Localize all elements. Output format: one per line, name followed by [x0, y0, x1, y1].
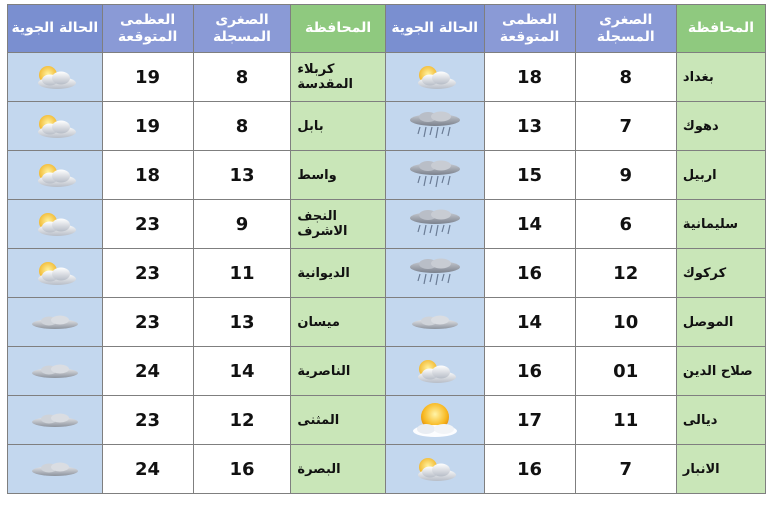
table-row [8, 151, 766, 200]
partly-cloudy-icon [410, 459, 460, 478]
min-temp-cell: 16 [193, 445, 291, 494]
condition-cell [8, 347, 103, 396]
max-temp-cell: 23 [102, 396, 193, 445]
min-temp-cell: 12 [193, 396, 291, 445]
max-temp-cell: 19 [102, 102, 193, 151]
table-row [8, 102, 766, 151]
header-min: الصغرى المسجلة [193, 5, 291, 53]
max-temp-cell: 13 [484, 102, 575, 151]
condition-cell [385, 200, 484, 249]
province-cell: واسط [291, 151, 385, 200]
province-cell: كربلاء المقدسة [291, 53, 385, 102]
condition-cell [8, 102, 103, 151]
condition-cell [385, 298, 484, 347]
table-row [8, 249, 766, 298]
condition-cell [385, 396, 484, 445]
max-temp-cell: 17 [484, 396, 575, 445]
max-temp-cell: 15 [484, 151, 575, 200]
cloud-rain-icon [406, 165, 464, 184]
condition-cell [8, 151, 103, 200]
province-cell: سليمانية [676, 200, 765, 249]
header-condition: الحالة الجوية [8, 5, 103, 53]
min-temp-cell: 8 [193, 53, 291, 102]
min-temp-cell: 9 [193, 200, 291, 249]
province-cell: المثنى [291, 396, 385, 445]
min-temp-cell: 7 [575, 445, 676, 494]
partly-cloudy-icon [30, 263, 80, 282]
province-cell: الناصرية [291, 347, 385, 396]
table-row [8, 53, 766, 102]
cloud-rain-icon [406, 116, 464, 135]
min-temp-cell: 12 [575, 249, 676, 298]
weather-table [7, 4, 766, 494]
cloudy-icon [409, 312, 461, 331]
condition-cell [385, 249, 484, 298]
header-row [8, 5, 766, 53]
max-temp-cell: 14 [484, 298, 575, 347]
cloud-rain-icon [406, 214, 464, 233]
min-temp-cell: 6 [575, 200, 676, 249]
condition-cell [8, 445, 103, 494]
max-temp-cell: 16 [484, 445, 575, 494]
table-row [8, 298, 766, 347]
province-cell: الموصل [676, 298, 765, 347]
min-temp-cell: 13 [193, 298, 291, 347]
condition-cell [385, 347, 484, 396]
max-temp-cell: 18 [484, 53, 575, 102]
condition-cell [385, 151, 484, 200]
condition-cell [8, 249, 103, 298]
condition-cell [385, 445, 484, 494]
min-temp-cell: 11 [575, 396, 676, 445]
province-cell: صلاح الدين [676, 347, 765, 396]
province-cell: الانبار [676, 445, 765, 494]
cloud-rain-icon [406, 263, 464, 282]
header-max: العظمى المتوقعة [484, 5, 575, 53]
min-temp-cell: 9 [575, 151, 676, 200]
province-cell: اربيل [676, 151, 765, 200]
province-cell: الديوانية [291, 249, 385, 298]
partly-cloudy-icon [30, 67, 80, 86]
max-temp-cell: 23 [102, 249, 193, 298]
min-temp-cell: 7 [575, 102, 676, 151]
cloudy-icon [29, 410, 81, 429]
province-cell: كركوك [676, 249, 765, 298]
condition-cell [385, 53, 484, 102]
min-temp-cell: 11 [193, 249, 291, 298]
max-temp-cell: 19 [102, 53, 193, 102]
sun-cloud-icon [409, 410, 461, 429]
header-province: المحافظة [291, 5, 385, 53]
partly-cloudy-icon [30, 165, 80, 184]
table-row [8, 445, 766, 494]
header-min: الصغرى المسجلة [575, 5, 676, 53]
header-max: العظمى المتوقعة [102, 5, 193, 53]
max-temp-cell: 14 [484, 200, 575, 249]
condition-cell [8, 200, 103, 249]
min-temp-cell: 14 [193, 347, 291, 396]
max-temp-cell: 23 [102, 298, 193, 347]
max-temp-cell: 16 [484, 249, 575, 298]
header-condition: الحالة الجوية [385, 5, 484, 53]
partly-cloudy-icon [410, 67, 460, 86]
cloudy-icon [29, 459, 81, 478]
cloudy-icon [29, 312, 81, 331]
table-row [8, 347, 766, 396]
province-cell: ميسان [291, 298, 385, 347]
min-temp-cell: 01 [575, 347, 676, 396]
partly-cloudy-icon [30, 214, 80, 233]
max-temp-cell: 23 [102, 200, 193, 249]
max-temp-cell: 16 [484, 347, 575, 396]
min-temp-cell: 8 [575, 53, 676, 102]
min-temp-cell: 13 [193, 151, 291, 200]
province-cell: البصرة [291, 445, 385, 494]
condition-cell [8, 396, 103, 445]
cloudy-icon [29, 361, 81, 380]
province-cell: ديالى [676, 396, 765, 445]
partly-cloudy-icon [410, 361, 460, 380]
partly-cloudy-icon [30, 116, 80, 135]
province-cell: النجف الاشرف [291, 200, 385, 249]
province-cell: بغداد [676, 53, 765, 102]
min-temp-cell: 8 [193, 102, 291, 151]
max-temp-cell: 24 [102, 445, 193, 494]
max-temp-cell: 18 [102, 151, 193, 200]
min-temp-cell: 10 [575, 298, 676, 347]
header-province: المحافظة [676, 5, 765, 53]
condition-cell [385, 102, 484, 151]
province-cell: دهوك [676, 102, 765, 151]
max-temp-cell: 24 [102, 347, 193, 396]
condition-cell [8, 53, 103, 102]
table-row [8, 200, 766, 249]
province-cell: بابل [291, 102, 385, 151]
condition-cell [8, 298, 103, 347]
table-row [8, 396, 766, 445]
